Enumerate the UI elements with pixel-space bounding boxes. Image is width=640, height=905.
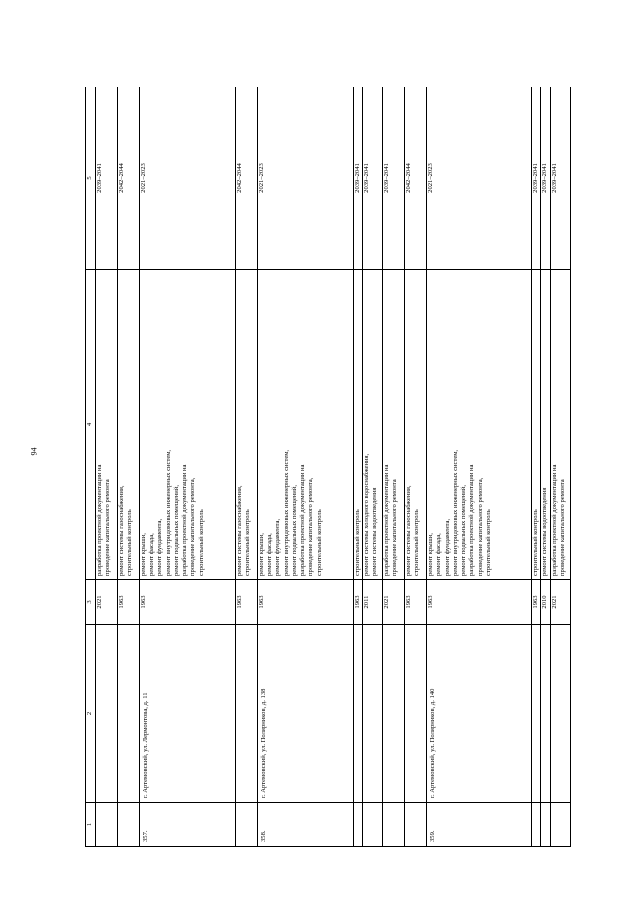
row-number-cell: 358.: [258, 803, 354, 847]
repair-schedule-table: [85, 87, 571, 847]
work-item: ремонт внутридомовых инженерных систем,: [282, 449, 290, 576]
work-item: ремонт фасада,: [266, 533, 274, 576]
work-item: разработка проектной документации на: [96, 464, 103, 576]
work-item: строительный контроль: [413, 509, 421, 576]
address-cell: [405, 625, 427, 803]
year-cell: 1963: [118, 580, 140, 625]
work-item: ремонт системы холодного водоснабжения,: [363, 453, 371, 576]
year-cell: 2011: [363, 580, 383, 625]
row-number-cell: [236, 803, 258, 847]
column-number: 5: [86, 87, 96, 270]
work-item: ремонт подвальных помещений,: [172, 485, 180, 576]
row-number-cell: [541, 803, 550, 847]
table-row: [427, 87, 532, 847]
address-cell: [118, 625, 140, 803]
year-cell: 2021: [550, 580, 570, 625]
table-row: [541, 87, 550, 847]
work-item: ремонт фасада,: [435, 533, 443, 576]
year-cell: 2021: [383, 580, 405, 625]
table-row: [405, 87, 427, 847]
work-item: строительный контроль: [126, 509, 134, 576]
column-number: 4: [86, 270, 96, 580]
works-cell: [363, 270, 383, 580]
table-row: [140, 87, 236, 847]
works-cell: [405, 270, 427, 580]
address-cell: [354, 625, 363, 803]
period-cell: 2021–2023: [140, 87, 236, 270]
row-number-cell: [405, 803, 427, 847]
work-item: ремонт крыши,: [427, 533, 435, 576]
table-row: [236, 87, 258, 847]
table-row: [532, 87, 541, 847]
period-cell: 2039–2041: [532, 87, 541, 270]
works-cell: [118, 270, 140, 580]
address-cell: [96, 625, 118, 803]
work-item: разработка проектной документации на: [468, 464, 476, 576]
work-item: строительный контроль: [484, 509, 492, 576]
row-number-cell: 357.: [140, 803, 236, 847]
year-cell: 1963: [236, 580, 258, 625]
row-number-cell: [550, 803, 570, 847]
work-item: ремонт фундамента,: [156, 518, 164, 576]
works-cell: [427, 270, 532, 580]
page-number: 94: [29, 447, 39, 456]
works-cell: [541, 270, 550, 580]
work-item: разработка проектной документации на: [299, 464, 307, 576]
work-item: строительный контроль: [354, 509, 361, 576]
year-cell: 1963: [354, 580, 363, 625]
work-item: строительный контроль: [315, 509, 323, 576]
row-number-cell: [383, 803, 405, 847]
address-cell: [383, 625, 405, 803]
table-row: [96, 87, 118, 847]
row-number-cell: [532, 803, 541, 847]
column-number: 2: [86, 625, 96, 803]
period-cell: 2039–2041: [541, 87, 550, 270]
work-item: ремонт системы газоснабжения,: [236, 485, 243, 576]
address-cell: [541, 625, 550, 803]
period-cell: 2042–2044: [405, 87, 427, 270]
address-cell: г. Артемовский, ул. Полярников, д. 138: [258, 625, 354, 803]
table-row: [550, 87, 570, 847]
year-cell: 2021: [96, 580, 118, 625]
column-number: 3: [86, 580, 96, 625]
row-number-cell: 359.: [427, 803, 532, 847]
address-cell: [532, 625, 541, 803]
work-item: ремонт подвальных помещений,: [460, 485, 468, 576]
period-cell: 2042–2044: [236, 87, 258, 270]
work-item: ремонт системы водоотведения: [371, 487, 379, 576]
row-number-cell: [118, 803, 140, 847]
works-cell: [354, 270, 363, 580]
work-item: проведение капитального ремонта,: [189, 477, 197, 576]
address-cell: [236, 625, 258, 803]
year-cell: 2010: [541, 580, 550, 625]
works-cell: [140, 270, 236, 580]
work-item: ремонт системы газоснабжения,: [405, 485, 413, 576]
work-item: ремонт системы водоотведения: [541, 487, 549, 576]
works-cell: [236, 270, 258, 580]
period-cell: 2021–2023: [427, 87, 532, 270]
work-item: ремонт подвальных помещений,: [290, 485, 298, 576]
column-number-row: [86, 87, 96, 847]
work-item: ремонт фундамента,: [443, 518, 451, 576]
address-cell: г. Артемовский, ул. Полярников, д. 140: [427, 625, 532, 803]
work-item: ремонт крыши,: [140, 533, 147, 576]
year-cell: 1963: [532, 580, 541, 625]
period-cell: 2039–2041: [363, 87, 383, 270]
table-row: [258, 87, 354, 847]
row-number-cell: [96, 803, 118, 847]
period-cell: 2021–2023: [258, 87, 354, 270]
year-cell: 1963: [405, 580, 427, 625]
table-row: [363, 87, 383, 847]
row-number-cell: [354, 803, 363, 847]
work-item: строительный контроль: [244, 509, 252, 576]
work-item: ремонт крыши,: [258, 533, 265, 576]
works-cell: [532, 270, 541, 580]
address-cell: [363, 625, 383, 803]
year-cell: 1963: [427, 580, 532, 625]
work-item: ремонт фасада,: [148, 533, 156, 576]
address-cell: г. Артемовский, ул. Лермонтова, д. 11: [140, 625, 236, 803]
table-row: [354, 87, 363, 847]
period-cell: 2042–2044: [118, 87, 140, 270]
work-item: ремонт фундамента,: [274, 518, 282, 576]
table-row: [118, 87, 140, 847]
year-cell: 1963: [258, 580, 354, 625]
work-item: разработка проектной документации на: [383, 464, 391, 576]
work-item: разработка проектной документации на: [550, 464, 558, 576]
works-cell: [383, 270, 405, 580]
table-row: [383, 87, 405, 847]
work-item: ремонт внутридомовых инженерных систем,: [451, 449, 459, 576]
work-item: строительный контроль: [532, 509, 540, 576]
address-cell: [550, 625, 570, 803]
works-cell: [550, 270, 570, 580]
period-cell: 2039–2041: [550, 87, 570, 270]
work-item: проведение капитального ремонта: [558, 479, 566, 576]
work-item: разработка проектной документации на: [181, 464, 189, 576]
year-cell: 1963: [140, 580, 236, 625]
period-cell: 2039–2041: [383, 87, 405, 270]
rotated-table-area: [85, 87, 600, 847]
work-item: проведение капитального ремонта: [104, 479, 112, 576]
works-cell: [96, 270, 118, 580]
work-item: проведение капитального ремонта: [391, 479, 399, 576]
works-cell: [258, 270, 354, 580]
row-number-cell: [363, 803, 383, 847]
work-item: проведение капитального ремонта,: [307, 477, 315, 576]
work-item: проведение капитального ремонта,: [476, 477, 484, 576]
period-cell: 2039–2041: [96, 87, 118, 270]
work-item: ремонт внутридомовых инженерных систем,: [164, 449, 172, 576]
column-number: 1: [86, 803, 96, 847]
work-item: строительный контроль: [197, 509, 205, 576]
period-cell: 2039–2041: [354, 87, 363, 270]
work-item: ремонт системы газоснабжения,: [118, 485, 125, 576]
